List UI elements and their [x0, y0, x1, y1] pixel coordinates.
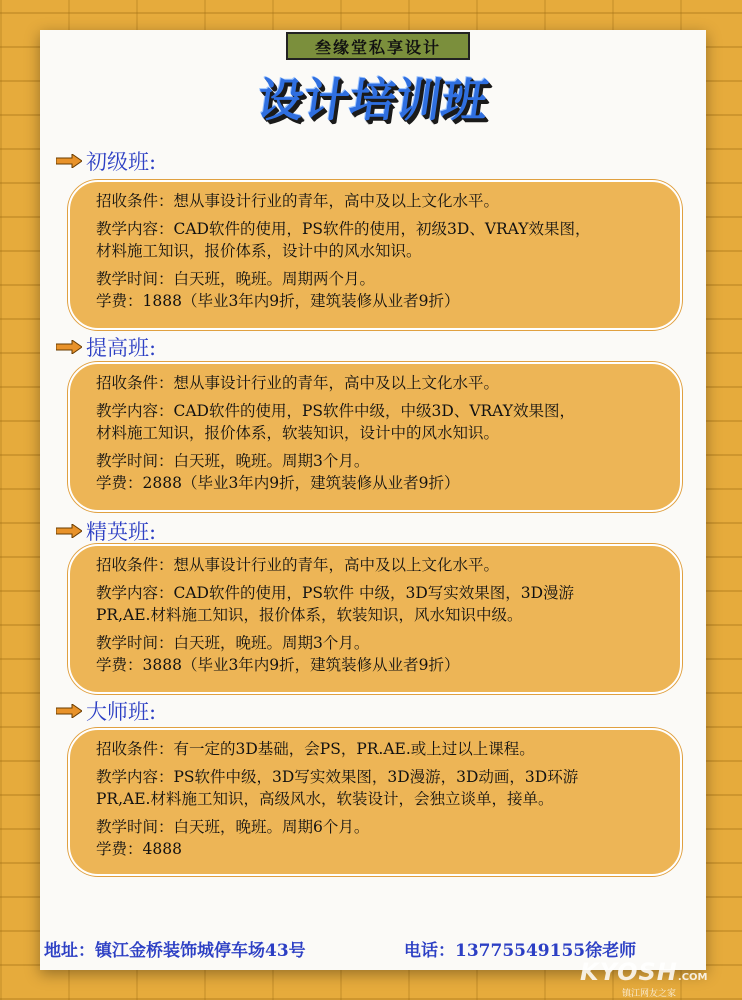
- section-label: 精英班:: [86, 520, 157, 544]
- card-line: 招收条件：想从事设计行业的青年，高中及以上文化水平。: [96, 374, 500, 392]
- card-line: 学费：3888（毕业3年内9折，建筑装修从业者9折）: [96, 656, 460, 674]
- card-line: 教学内容：CAD软件的使用，PS软件的使用，初级3D、VRAY效果图，: [96, 220, 591, 238]
- watermark-subtitle: 镇江网友之家: [622, 989, 677, 999]
- section-label: 提高班:: [86, 336, 157, 360]
- card-line: 学费：4888: [96, 840, 182, 858]
- card-line: 招收条件：想从事设计行业的青年，高中及以上文化水平。: [96, 556, 500, 574]
- card-line: 教学内容：CAD软件的使用，PS软件 中级，3D写实效果图，3D漫游: [96, 584, 575, 602]
- card-line: 教学内容：PS软件中级，3D写实效果图，3D漫游，3D动画，3D环游: [96, 768, 579, 786]
- section-head-elite: [56, 518, 156, 544]
- footer-address: 地址：镇江金桥装饰城停车场43号: [44, 941, 306, 961]
- card-line: 学费：1888（毕业3年内9折，建筑装修从业者9折）: [96, 292, 460, 310]
- watermark-logo-suffix: .COM: [677, 972, 708, 983]
- card-line: PR,AE.材料施工知识，高级风水，软装设计，会独立谈单，接单。: [96, 790, 554, 808]
- course-card-master: [68, 728, 682, 876]
- card-line: 学费：2888（毕业3年内9折，建筑装修从业者9折）: [96, 474, 460, 492]
- section-label: 初级班:: [86, 150, 157, 174]
- footer-phone: 电话：13775549155徐老师: [404, 941, 637, 961]
- course-card-advanced: [68, 362, 682, 512]
- poster-title: 设计培训班: [253, 73, 492, 127]
- watermark-logo: [580, 958, 708, 986]
- section-head-beginner: [56, 148, 156, 174]
- section-head-advanced: [56, 334, 156, 360]
- section-label: 大师班:: [86, 700, 157, 724]
- poster-paper: [40, 30, 706, 970]
- card-line: 教学时间：白天班，晚班。周期3个月。: [96, 452, 370, 470]
- course-card-elite: [68, 544, 682, 694]
- arrow-right-icon: [56, 704, 82, 718]
- card-line: 材料施工知识，报价体系，设计中的风水知识。: [96, 242, 422, 260]
- arrow-right-icon: [56, 340, 82, 354]
- card-line: 招收条件：想从事设计行业的青年，高中及以上文化水平。: [96, 192, 500, 210]
- card-line: 材料施工知识，报价体系，软装知识，设计中的风水知识。: [96, 424, 500, 442]
- brand-banner: 叁缘堂私享设计: [286, 32, 470, 60]
- course-card-beginner: [68, 180, 682, 330]
- card-line: 教学内容：CAD软件的使用，PS软件中级，中级3D、VRAY效果图，: [96, 402, 575, 420]
- card-line: 教学时间：白天班，晚班。周期6个月。: [96, 818, 370, 836]
- section-head-master: [56, 698, 156, 724]
- card-line: 招收条件：有一定的3D基础，会PS，PR.AE.或上过以上课程。: [96, 740, 535, 758]
- arrow-right-icon: [56, 154, 82, 168]
- card-line: 教学时间：白天班，晚班。周期两个月。: [96, 270, 376, 288]
- watermark-logo-text: KYOSH: [580, 958, 678, 986]
- card-line: 教学时间：白天班，晚班。周期3个月。: [96, 634, 370, 652]
- arrow-right-icon: [56, 524, 82, 538]
- card-line: PR,AE.材料施工知识，报价体系，软装知识，风水知识中级。: [96, 606, 523, 624]
